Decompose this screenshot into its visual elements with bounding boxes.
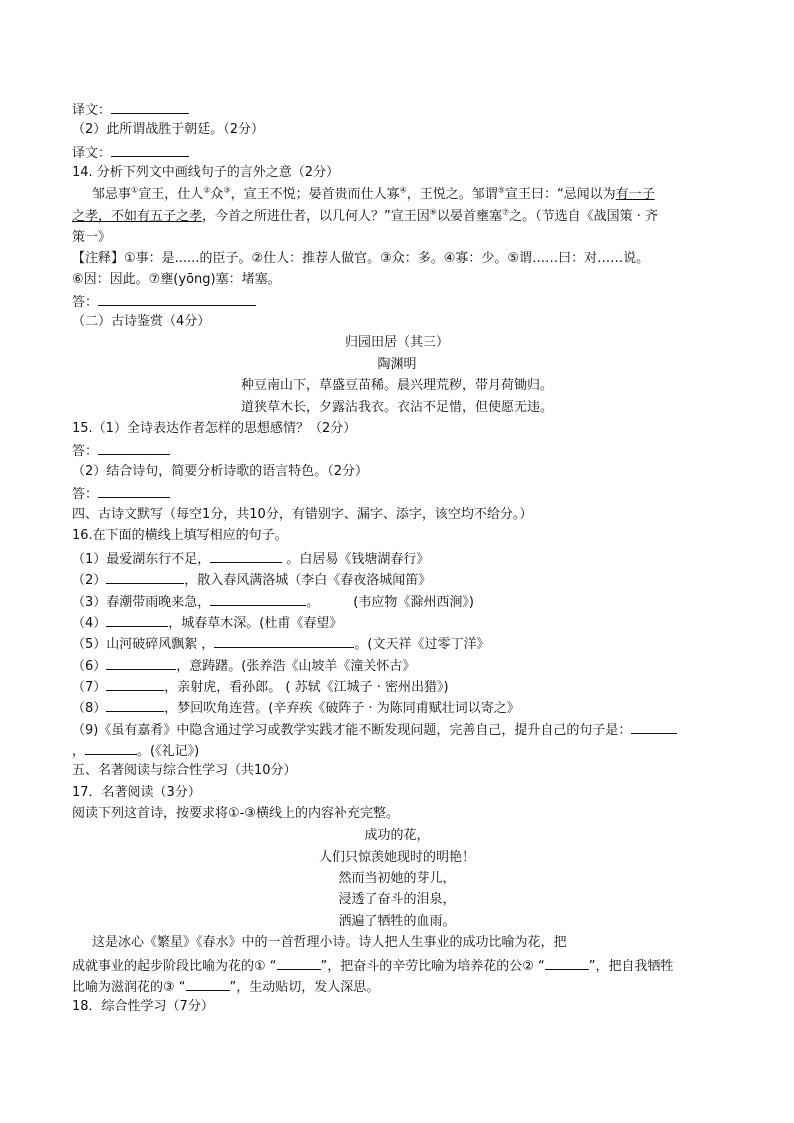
question-14: 14. 分析下列文中画线句子的言外之意（2分） bbox=[72, 165, 340, 180]
passage-line-3: 策一》 bbox=[72, 230, 112, 245]
poem-2-line-1: 成功的花， bbox=[364, 828, 430, 843]
question-15-1: 15.（1）全诗表达作者怎样的思想感情？（2分） bbox=[72, 421, 357, 436]
answer-blank[interactable] bbox=[214, 634, 354, 648]
poem-author: 陶渊明 bbox=[377, 357, 417, 372]
answer-blank[interactable] bbox=[210, 549, 282, 563]
answer-blank[interactable] bbox=[631, 720, 677, 734]
answer-blank[interactable] bbox=[106, 677, 164, 691]
poem-2-line-3: 然而当初她的芽儿， bbox=[338, 871, 456, 886]
answer-blank[interactable] bbox=[111, 100, 189, 114]
fill-item-1: （1）最爱湖东行不足， 。白居易《钱塘湖春行》 bbox=[72, 549, 429, 569]
analysis-line-3: 比喻为滋润花的③ “ ”，生动贴切，发人深思。 bbox=[72, 977, 379, 997]
annotation-line-1: 【注释】①事：是......的臣子。②仕人：推荐人做官。③众：多。④寡：少。⑤谓……曰：对……说。 bbox=[72, 251, 650, 266]
underlined-sentence: 之孝，不如有五子之孝 bbox=[72, 209, 203, 224]
fill-item-4: （4） ，城春草木深。(杜甫《春望》 bbox=[72, 613, 342, 633]
answer-blank[interactable] bbox=[106, 698, 164, 712]
fill-item-7: （7） ，亲射虎，看孙郎。 ( 苏轼《江城子 · 密州出猎》) bbox=[72, 677, 449, 697]
poem-2-line-2: 人们只惊羡她现时的明艳！ bbox=[318, 850, 475, 865]
answer-line-15-1: 答： bbox=[72, 441, 170, 461]
annotation-line-2: ⑥因：因此。⑦壅(yōng)塞：堵塞。 bbox=[72, 272, 281, 287]
poem-title: 归园田居（其三） bbox=[344, 335, 449, 350]
poem-2-line-5: 洒遍了牺牲的血雨。 bbox=[338, 914, 456, 929]
answer-blank[interactable] bbox=[210, 592, 306, 606]
translation-line-2: 译文： bbox=[72, 143, 189, 163]
answer-blank[interactable] bbox=[106, 570, 184, 584]
question-16: 16.在下面的横线上填写相应的句子。 bbox=[72, 528, 288, 543]
analysis-line-2: 成就事业的起步阶段比喻为花的① “ ”，把奋斗的辛劳比喻为培养花的公② “ ”，把自我牺牲 bbox=[72, 956, 674, 976]
question-18: 18．综合性学习（7分） bbox=[72, 999, 214, 1014]
fill-item-9-continued: ， 。(《礼记》) bbox=[72, 741, 199, 761]
answer-line-15-2: 答： bbox=[72, 484, 170, 504]
question-13-2: （2）此所谓战胜于朝廷。（2分） bbox=[72, 122, 265, 137]
fill-item-5: （5）山河破碎风飘絮 ， 。(文天祥《过零丁洋》 bbox=[72, 634, 489, 654]
translation-line-1: 译文： bbox=[72, 100, 189, 120]
answer-blank[interactable] bbox=[545, 956, 589, 970]
poem-2-line-4: 浸透了奋斗的泪泉， bbox=[338, 892, 456, 907]
fill-item-6: （6） ，意踌躇。(张养浩《山坡羊《潼关怀古》 bbox=[72, 656, 415, 676]
answer-blank[interactable] bbox=[111, 143, 189, 157]
passage-line-2: 之孝，不如有五子之孝，今首之所进仕者，以几何人？”宣王因⑥以晏首壅塞⑦之。（节选自《战国策 · 齐 bbox=[72, 207, 659, 224]
poem-line-2: 道狭草木长，夕露沾我衣。衣沾不足惜，但使愿无违。 bbox=[240, 400, 553, 415]
answer-blank[interactable] bbox=[98, 441, 170, 455]
section-2-heading: （二）古诗鉴赏（4分） bbox=[72, 314, 211, 329]
answer-blank[interactable] bbox=[106, 656, 176, 670]
answer-blank[interactable] bbox=[186, 977, 230, 991]
answer-blank[interactable] bbox=[277, 956, 321, 970]
underlined-sentence: 有一子 bbox=[615, 187, 655, 202]
answer-line-14: 答： bbox=[72, 292, 256, 312]
passage-line-1: 邹忌事①宣王，仕人②众③，宣王不悦；晏首贵而仕人寡④，王悦之。邹谓⑤宣王曰：“忌闻以为有一子 bbox=[92, 185, 655, 202]
answer-blank[interactable] bbox=[85, 741, 137, 755]
poem-line-1: 种豆南山下，草盛豆苗稀。晨兴理荒秽，带月荷锄归。 bbox=[240, 378, 553, 393]
fill-item-8: （8） ，梦回吹角连营。(辛弃疾《破阵子 · 为陈同甫赋壮词以寄之》 bbox=[72, 698, 520, 718]
fill-item-3: （3）春潮带雨晚来急， 。 (韦应物《滁州西涧》) bbox=[72, 592, 474, 612]
answer-blank[interactable] bbox=[98, 484, 170, 498]
fill-item-9: （9)《虽有嘉肴》中隐含通过学习或教学实践才能不断发现问题，完善自己，提升自己的句子是： bbox=[72, 720, 677, 740]
question-15-2: （2）结合诗句，简要分析诗歌的语言特色。（2分） bbox=[72, 464, 369, 479]
section-5-heading: 五、名著阅读与综合性学习（共10分） bbox=[72, 763, 297, 778]
section-4-heading: 四、古诗文默写（每空1分，共10分，有错别字、漏字、添字，该空均不给分。） bbox=[72, 507, 533, 522]
analysis-line-1: 这是冰心《繁星》《春水》中的一首哲理小诗。诗人把人生事业的成功比喻为花，把 bbox=[92, 935, 567, 950]
answer-blank[interactable] bbox=[106, 613, 168, 627]
question-17: 17．名著阅读（3分） bbox=[72, 785, 201, 800]
fill-item-2: （2） ，散入春风满洛城（李白《春夜洛城闻笛》 bbox=[72, 570, 431, 590]
question-17-instruction: 阅读下列这首诗，按要求将①-③横线上的内容补充完整。 bbox=[72, 806, 399, 821]
answer-blank[interactable] bbox=[98, 292, 256, 306]
